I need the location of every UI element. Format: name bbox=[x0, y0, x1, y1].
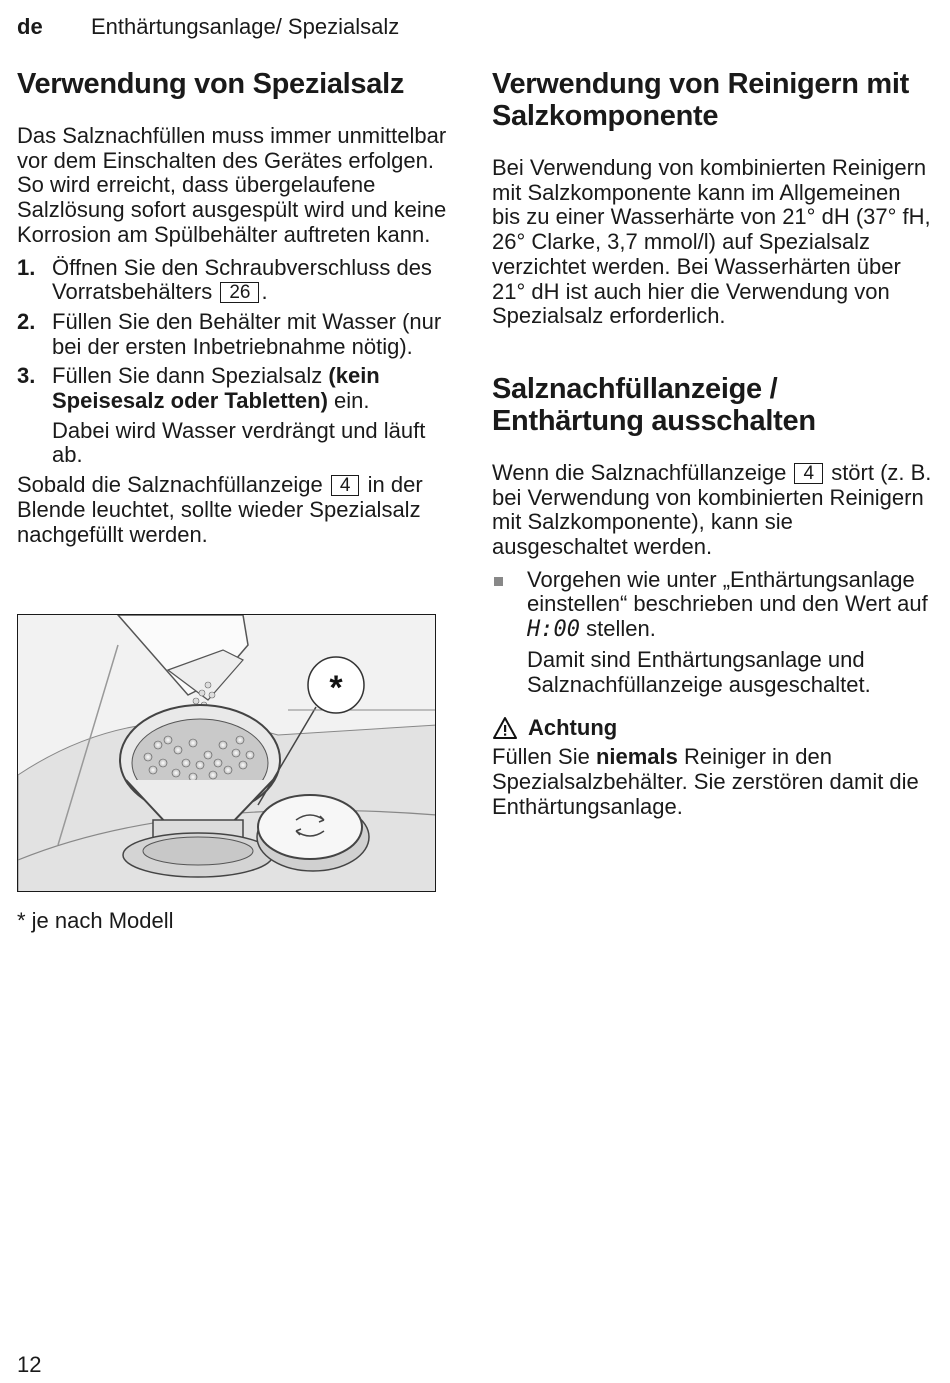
step-text: Füllen Sie dann Spezialsalz bbox=[52, 363, 329, 389]
step-text: Öffnen Sie den Schraubverschluss des Vorratsbehälters bbox=[52, 254, 432, 305]
steps-list bbox=[17, 256, 447, 469]
step-2 bbox=[17, 310, 447, 359]
reference-box: 4 bbox=[331, 475, 360, 496]
step-3 bbox=[17, 364, 447, 468]
paragraph-text-end: stört (z. B. bei Verwendung von kombinierten Reinigern mit Salzkomponente), kann sie ausgeschaltet werden. bbox=[492, 459, 932, 560]
page-number: 12 bbox=[17, 1352, 42, 1377]
figure-footnote: * je nach Modell bbox=[17, 908, 174, 933]
warning-heading bbox=[492, 715, 932, 741]
paragraph-text: Wenn die Salznachfüllanzeige bbox=[492, 459, 787, 485]
step-emphasis: (kein Speisesalz oder Tabletten) bbox=[52, 363, 380, 414]
step-text-end: ein. bbox=[327, 388, 370, 414]
reiniger-paragraph: Bei Verwendung von kombinierten Reinigern mit Salzkomponente kann im Allgemeinen bis zu einer Wasserhärte von 21° dH (37° fH, 26° Clarke, 3,7 mmol/l) auf Spezialsalz verzichtet werden. Bei Wasserhärten über 21° dH ist auch hier die Verwendung von Spezialsalz erforderlich. bbox=[492, 155, 931, 329]
step-1 bbox=[17, 256, 447, 305]
outro-text: Sobald die Salznachfüllanzeige bbox=[17, 472, 323, 498]
outro-paragraph bbox=[17, 473, 447, 547]
outro-text-end: in der Blende leuchtet, sollte wieder Spezialsalz nachgefüllt werden. bbox=[17, 472, 423, 547]
warning-emphasis: niemals bbox=[595, 744, 678, 770]
ausschalten-paragraph bbox=[492, 461, 932, 560]
callout-marker: * bbox=[329, 669, 343, 707]
bullet-square-icon bbox=[494, 577, 503, 586]
reference-box: 26 bbox=[220, 282, 259, 303]
step-note: Dabei wird Wasser verdrängt und läuft ab. bbox=[52, 417, 426, 468]
warning-text: Füllen Sie bbox=[492, 744, 596, 770]
salt-filling-illustration bbox=[17, 614, 436, 892]
right-column bbox=[492, 68, 932, 819]
bullet-text: Vorgehen wie unter „Enthärtungsanlage einstellen“ beschrieben und den Wert auf bbox=[527, 566, 928, 617]
reference-box: 4 bbox=[794, 463, 823, 484]
illustration-drawing bbox=[18, 615, 436, 892]
display-value: H:00 bbox=[527, 617, 580, 643]
section-title: Enthärtungsanlage/ Spezialsalz bbox=[91, 14, 400, 39]
step-text-end: . bbox=[261, 279, 268, 305]
step-number: 2. bbox=[17, 308, 36, 334]
warning-paragraph bbox=[492, 745, 932, 819]
left-column bbox=[17, 68, 447, 547]
section-heading-spezialsalz: Verwendung von Spezialsalz bbox=[17, 68, 405, 100]
section-heading-ausschalten: Salznachfüllanzeige / Enthärtung ausschalten bbox=[492, 372, 816, 437]
bullet-text-end: stellen. bbox=[586, 616, 656, 642]
intro-paragraph: Das Salznachfüllen muss immer unmittelbar vor dem Einschalten des Gerätes erfolgen. So wird erreicht, dass übergelaufene Salzlösung sofort ausgespült wird und keine Korrosion am Spülbehälter auftreten kann. bbox=[17, 123, 447, 247]
step-number: 3. bbox=[17, 363, 36, 389]
section-heading-reiniger: Verwendung von Reinigern mit Salzkomponente bbox=[492, 68, 909, 132]
step-number: 1. bbox=[17, 254, 36, 280]
warning-title: Achtung bbox=[528, 715, 618, 741]
step-text: Füllen Sie den Behälter mit Wasser (nur bei der ersten Inbetriebnahme nötig). bbox=[52, 308, 442, 359]
warning-text-end: Reiniger in den Spezialsalzbehälter. Sie zerstören damit die Enthärtungsanlage. bbox=[492, 744, 919, 819]
instruction-bullet bbox=[492, 568, 932, 698]
bullet-note: Damit sind Enthärtungsanlage und Salznachfüllanzeige ausgeschaltet. bbox=[527, 646, 871, 697]
language-tag: de bbox=[17, 14, 43, 39]
warning-triangle-icon bbox=[492, 716, 518, 740]
